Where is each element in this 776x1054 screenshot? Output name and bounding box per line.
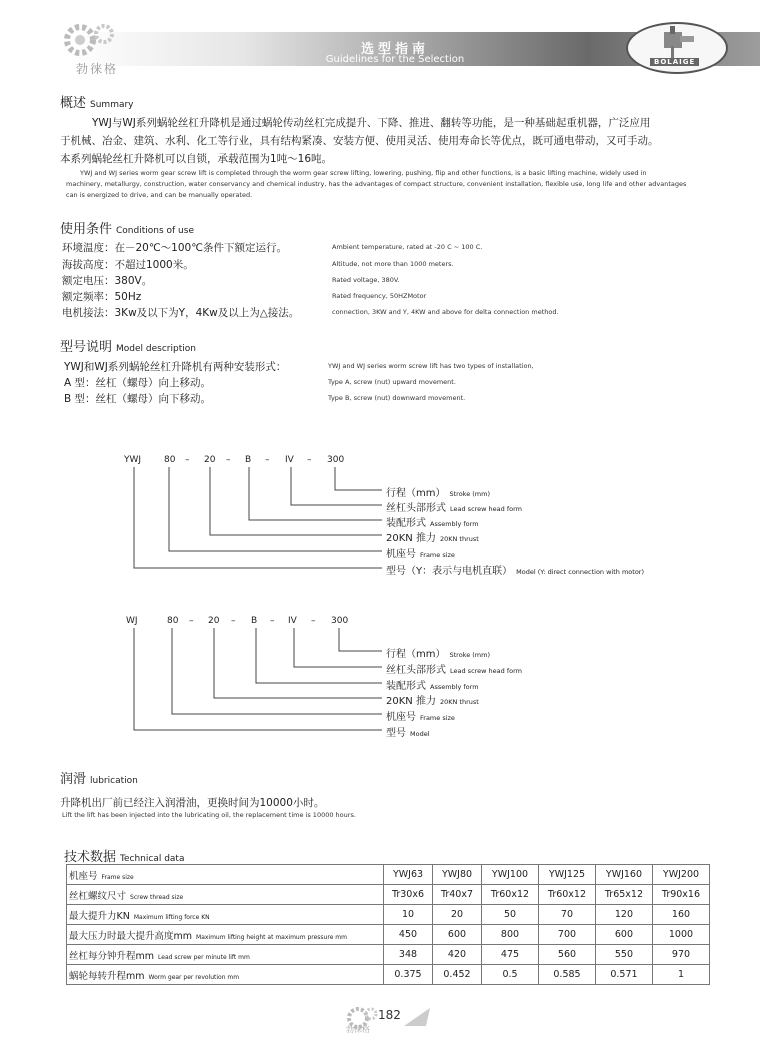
- code2-part-2: –: [189, 616, 194, 626]
- code1-part-8: –: [307, 455, 312, 465]
- table-cell: Tr65x12: [595, 885, 652, 905]
- row-label: [67, 865, 384, 885]
- lubrication-cn: 升降机出厂前已经注入润滑油，更换时间为10000小时。: [60, 797, 325, 809]
- lubrication-en: Lift the lift has been injected into the lubricating oil, the replacement time is 10000 hours.: [62, 811, 356, 819]
- table-row: [67, 905, 710, 925]
- table-cell: 475: [482, 945, 539, 965]
- code2-part-1: 80: [167, 616, 179, 626]
- table-cell: Tr60x12: [482, 885, 539, 905]
- model-en-3: Type B, screw (nut) downward movement.: [328, 394, 466, 402]
- row-label-en: Frame size: [101, 873, 134, 881]
- table-cell: 10: [384, 905, 433, 925]
- lubrication-heading: 润滑 lubrication: [60, 772, 138, 787]
- condition-cn-2: 海拔高度：不超过1000米。: [62, 259, 194, 271]
- table-cell: 550: [595, 945, 652, 965]
- technical-data-table: [66, 864, 710, 985]
- code1-part-6: –: [265, 455, 270, 465]
- summary-en-line-3: can is energized to drive, and can be manually operated.: [66, 191, 253, 199]
- table-cell: 0.571: [595, 965, 652, 985]
- header-title-en: Guidelines for the Selection: [325, 54, 465, 65]
- code2-part-5: B: [251, 616, 258, 626]
- technical-heading: 技术数据 Technical data: [64, 850, 185, 865]
- row-label-cn: 最大提升力KN: [69, 910, 130, 922]
- table-cell: 600: [595, 925, 652, 945]
- table-cell: 970: [652, 945, 709, 965]
- logo-label: BOLAIGE: [650, 58, 699, 66]
- condition-cn-5: 电机接法：3Kw及以下为Y，4Kw及以上为△接法。: [62, 307, 300, 319]
- code1-part-3: 20: [204, 455, 216, 465]
- table-cell: Tr90x16: [652, 885, 709, 905]
- table-cell: YWJ63: [384, 865, 433, 885]
- model-cn-3: B 型：丝杠（螺母）向下移动。: [64, 393, 212, 405]
- table-cell: 450: [384, 925, 433, 945]
- row-label-cn: 机座号: [69, 870, 98, 882]
- row-label: [67, 945, 384, 965]
- table-cell: 50: [482, 905, 539, 925]
- table-cell: Tr30x6: [384, 885, 433, 905]
- table-row: [67, 965, 710, 985]
- row-label: [67, 885, 384, 905]
- code2-part-0: WJ: [126, 616, 138, 626]
- table-cell: 0.5: [482, 965, 539, 985]
- table-cell: 0.375: [384, 965, 433, 985]
- table-row: [67, 925, 710, 945]
- diagram2-label-stroke: 行程（mm） Stroke (mm): [386, 649, 490, 660]
- table-row: [67, 885, 710, 905]
- row-label-en: Screw thread size: [130, 893, 184, 901]
- table-cell: 600: [433, 925, 482, 945]
- condition-en-1: Ambient temperature, rated at -20 C ~ 100 C.: [332, 243, 483, 251]
- code2-part-6: –: [270, 616, 275, 626]
- row-label-cn: 丝杠螺纹尺寸: [69, 890, 127, 902]
- page-number: 182: [378, 1008, 401, 1022]
- code2-part-3: 20: [208, 616, 220, 626]
- row-label-en: Lead screw per minute lift mm: [158, 953, 250, 961]
- table-cell: YWJ100: [482, 865, 539, 885]
- table-cell: 0.452: [433, 965, 482, 985]
- diagram2-label-head: 丝杠头部形式 Lead screw head form: [386, 665, 523, 676]
- code1-part-1: 80: [164, 455, 176, 465]
- table-cell: YWJ80: [433, 865, 482, 885]
- summary-en-line-1: YWJ and WJ series worm gear screw lift is completed through the worm gear screw lifting, lowering, pushing, flip and other functions, is a basic lifting machine, widely used in: [80, 169, 647, 177]
- model-en-1: YWJ and WJ series worm screw lift has two types of installation,: [328, 362, 534, 370]
- diagram1-label-model: 型号（Y：表示与电机直联） Model (Y: direct connection with motor): [386, 566, 645, 577]
- condition-en-4: Rated frequency, 50HZMotor: [332, 292, 427, 300]
- row-label: [67, 925, 384, 945]
- code2-part-8: –: [311, 616, 316, 626]
- table-cell: Tr40x7: [433, 885, 482, 905]
- table-cell: 420: [433, 945, 482, 965]
- code2-part-4: –: [231, 616, 236, 626]
- row-label-cn: 蜗轮每转升程mm: [69, 970, 145, 982]
- conditions-heading: 使用条件 Conditions of use: [60, 222, 194, 237]
- code1-part-2: –: [185, 455, 190, 465]
- condition-cn-3: 额定电压：380V。: [62, 275, 153, 287]
- condition-cn-4: 额定频率：50Hz: [62, 291, 142, 303]
- row-label-en: Maximum lifting force KN: [133, 913, 210, 921]
- table-cell: YWJ160: [595, 865, 652, 885]
- code1-part-4: –: [226, 455, 231, 465]
- summary-cn-line-2: 于机械、冶金、建筑、水利、化工等行业，具有结构紧凑、安装方便、使用灵活、使用寿命长等优点，既可通电带动，又可手动。: [60, 135, 659, 147]
- footer-triangle-icon: [404, 1008, 430, 1026]
- row-label: [67, 965, 384, 985]
- table-cell: 160: [652, 905, 709, 925]
- table-cell: 700: [538, 925, 595, 945]
- summary-cn-line-3: 本系列蜗轮丝杠升降机可以自锁，承载范围为1吨～16吨。: [60, 153, 333, 165]
- brand-name: 勃徕格: [76, 62, 119, 76]
- table-cell: YWJ200: [652, 865, 709, 885]
- header-title-cn: 选型指南: [360, 42, 429, 57]
- code1-part-5: B: [245, 455, 252, 465]
- footer-brand: 勃徕格: [346, 1025, 370, 1034]
- diagram1-label-thrust: 20KN 推力 20KN thrust: [386, 533, 479, 544]
- code2-part-7: IV: [288, 616, 297, 626]
- table-cell: 20: [433, 905, 482, 925]
- table-row: [67, 945, 710, 965]
- diagram1-label-head: 丝杠头部形式 Lead screw head form: [386, 503, 523, 514]
- table-cell: YWJ125: [538, 865, 595, 885]
- table-cell: 800: [482, 925, 539, 945]
- table-cell: 0.585: [538, 965, 595, 985]
- summary-heading: 概述 Summary: [60, 96, 134, 111]
- condition-en-5: connection, 3KW and Y, 4KW and above for delta connection method.: [332, 308, 559, 316]
- table-cell: 120: [595, 905, 652, 925]
- diagram2-label-thrust: 20KN 推力 20KN thrust: [386, 696, 479, 707]
- table-cell: 1000: [652, 925, 709, 945]
- row-label: [67, 905, 384, 925]
- model-cn-1: YWJ和WJ系列蜗轮丝杠升降机有两种安装形式：: [64, 361, 287, 373]
- row-label-cn: 最大压力时最大提升高度mm: [69, 930, 193, 942]
- code1-part-7: IV: [285, 455, 294, 465]
- summary-en-line-2: machinery, metallurgy, construction, water conservancy and chemical industry, has the advantages of compact structure, convenient installation, flexible use, long life and other advantages: [66, 180, 687, 188]
- model-en-2: Type A, screw (nut) upward movement.: [328, 378, 456, 386]
- model-cn-2: A 型：丝杠（螺母）向上移动。: [64, 377, 212, 389]
- row-label-cn: 丝杠每分钟升程mm: [69, 950, 155, 962]
- table-row: [67, 865, 710, 885]
- row-label-en: Worm gear per revolution mm: [148, 973, 240, 981]
- model-heading: 型号说明 Model description: [60, 340, 196, 355]
- condition-en-2: Altitude, not more than 1000 meters.: [332, 260, 454, 268]
- diagram2-label-model: 型号 Model: [386, 728, 430, 739]
- table-cell: Tr60x12: [538, 885, 595, 905]
- table-cell: 348: [384, 945, 433, 965]
- condition-cn-1: 环境温度：在－20℃～100℃条件下额定运行。: [62, 242, 287, 254]
- summary-cn-line-1: YWJ与WJ系列蜗轮丝杠升降机是通过蜗轮传动丝杠完成提升、下降、推进、翻转等功能，是一种基础起重机器，广泛应用: [92, 117, 651, 129]
- table-cell: 1: [652, 965, 709, 985]
- condition-en-3: Rated voltage, 380V.: [332, 276, 400, 284]
- code2-part-9: 300: [331, 616, 349, 626]
- code1-part-0: YWJ: [124, 455, 142, 465]
- row-label-en: Maximum lifting height at maximum pressure mm: [196, 933, 347, 941]
- diagram1-label-assembly: 装配形式 Assembly form: [386, 518, 479, 529]
- diagram1-label-frame: 机座号 Frame size: [386, 549, 455, 560]
- code1-part-9: 300: [327, 455, 345, 465]
- diagram1-label-stroke: 行程（mm） Stroke (mm): [386, 488, 490, 499]
- table-cell: 70: [538, 905, 595, 925]
- table-cell: 560: [538, 945, 595, 965]
- diagram2-label-frame: 机座号 Frame size: [386, 712, 455, 723]
- diagram2-label-assembly: 装配形式 Assembly form: [386, 681, 479, 692]
